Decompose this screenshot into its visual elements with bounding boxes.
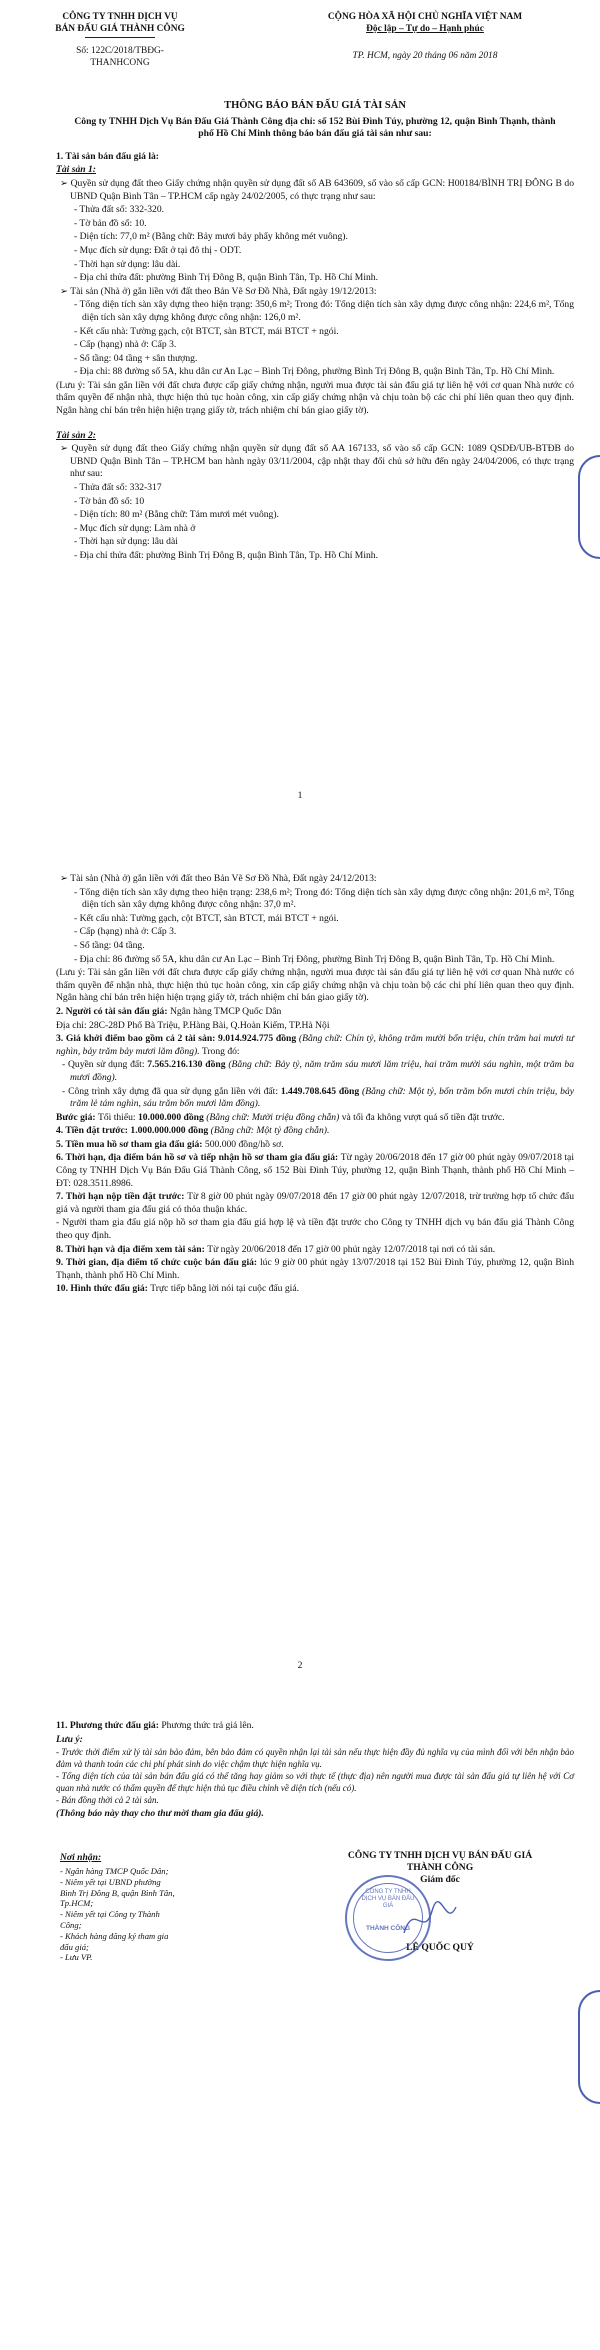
signer-company-line1: CÔNG TY TNHH DỊCH VỤ BÁN ĐẤU GIÁ xyxy=(347,1850,533,1861)
land-value: - Quyền sử dụng đất: 7.565.216.130 đồng (Bằng chữ: Bảy tỷ, năm trăm sáu mươi lăm triệu, hai trăm mười sáu nghìn, một trăm ba mươi đồng). xyxy=(62,1059,574,1083)
list-item: - Mục đích sử dụng: Làm nhà ở xyxy=(74,522,196,534)
note-item: - Tổng diện tích của tài sản bán đấu giá có thể tăng hay giảm so với thực tế (thực địa) nên người mua được tài sản đấu giá tự liên hệ với Cơ quan nhà nước có thẩm quyền để thực hiện thủ tục điều chỉnh về diện tích (nếu có). xyxy=(56,1771,574,1793)
notes-label: Lưu ý: xyxy=(56,1733,83,1745)
issuer-name-line2: BÁN ĐẤU GIÁ THÀNH CÔNG xyxy=(55,23,185,34)
asset-2-note: (Lưu ý: Tài sản gắn liền với đất chưa được cấp giấy chứng nhận, người mua được tài sản đấu giá tự liên hệ với cơ quan Nhà nước có thẩm quyền để nhận nhà, thực hiện thủ tục hoàn công, xin cấp giấy chứng nhận và chịu toàn bộ các chi phí liên quan theo quy định. Ngân hàng chỉ bán trên hiện hiện trạng giấy tờ, trách nhiệm chỉ bán giao giấy tờ). xyxy=(56,967,574,1004)
asset-1-house-list xyxy=(56,299,574,379)
asset-owner-address: Địa chỉ: 28C-28D Phố Bà Triệu, P.Hàng Bài, Q.Hoàn Kiếm, TP.Hà Nội xyxy=(56,1019,330,1031)
asset-1-house-intro: ➢ Tài sản (Nhà ở) gắn liền với đất theo Bản Vẽ Sơ Đồ Nhà, Đất ngày 19/12/2013: xyxy=(60,285,377,297)
section-1-heading: 1. Tài sản bán đấu giá là: xyxy=(56,150,159,162)
section-7-note: - Người tham gia đấu giá nộp hồ sơ tham gia đấu giá hợp lệ và tiền đặt trước cho Công ty TNHH dịch vụ bán đấu giá Thành Công theo quy định. xyxy=(56,1217,574,1242)
page-number: 2 xyxy=(297,1660,303,1671)
section-4-deposit: 4. Tiền đặt trước: 1.000.000.000 đồng (Bằng chữ: Một tỷ đồng chẵn). xyxy=(56,1125,330,1137)
issuer-block xyxy=(20,12,220,69)
list-item: - Tổng diện tích sàn xây dựng theo hiện trạng: 350,6 m²; Trong đó: Tổng diện tích sàn xây dựng được công nhận: 224,6 m², Tổng diện tích sàn xây dựng không được công nhận: 126,0 m². xyxy=(74,299,574,323)
list-item: - Diện tích: 80 m² (Bằng chữ: Tám mươi mét vuông). xyxy=(74,509,279,521)
document-number-line2: THANHCONG xyxy=(90,57,150,68)
list-item: - Thửa đất số: 332-317 xyxy=(74,482,162,494)
note-item: - Bán đồng thời cả 2 tài sản. xyxy=(56,1795,159,1806)
section-9-auction-time: 9. Thời gian, địa điểm tổ chức cuộc bán đấu giá: lúc 9 giờ 00 phút ngày 13/07/2018 tại 152 Bùi Đình Túy, phường 12, quận Bình Thạnh, thành phố Hồ Chí Minh. xyxy=(56,1257,574,1281)
section-11-method: 11. Phương thức đấu giá: Phương thức trả giá lên. xyxy=(56,1720,254,1731)
issuer-name-line1: CÔNG TY TNHH DỊCH VỤ xyxy=(62,12,178,22)
section-5-dossier-fee: 5. Tiền mua hồ sơ tham gia đấu giá: 500.000 đồng/hồ sơ. xyxy=(56,1138,284,1150)
list-item: - Diện tích: 77,0 m² (Bằng chữ: Bảy mươi bảy phẩy không mét vuông). xyxy=(74,231,348,243)
section-8-viewing: 8. Thời hạn và địa điểm xem tài sản: Từ ngày 20/06/2018 đến 17 giờ 00 phút ngày 12/07/2018 tại nơi có tài sản. xyxy=(56,1243,496,1255)
page-number: 1 xyxy=(297,790,303,801)
asset-owner: Ngân hàng TMCP Quốc Dân xyxy=(169,1005,282,1017)
bid-step: Bước giá: Tối thiểu: 10.000.000 đồng (Bằng chữ: Mười triệu đồng chẵn) và tối đa không vượt quá số tiền đặt trước. xyxy=(56,1111,505,1123)
list-item: - Tổng diện tích sàn xây dựng theo hiện trạng: 238,6 m²; Trong đó: Tổng diện tích sàn xây dựng được công nhận: 201,6 m², Tổng diện tích sàn xây dựng không được công nhận: 37,0 m². xyxy=(74,886,574,911)
page-3 xyxy=(0,1700,600,2350)
asset-2-label: Tài sản 2: xyxy=(56,429,96,441)
recipient-item: - Niêm yết tại Công ty Thành Công; xyxy=(60,1909,160,1930)
asset-2-land-intro: ➢ Quyền sử dụng đất theo Giấy chứng nhận quyền sử dụng đất số AA 167133, số vào sổ cấp GCN: 1089 QSDĐ/UB-BTĐB do UBND Quận Bình Tân – TP.HCM ban hành ngày 03/11/2004, cập nhật thay đổi chủ sở hữu đến ngày 24/04/2006, có thực trạng như sau: xyxy=(60,443,574,480)
document-header xyxy=(20,12,580,82)
house-value: - Công trình xây dựng đã qua sử dụng gắn liền với đất: 1.449.708.645 đồng (Bằng chữ: Một tỷ, bốn trăm bốn mươi chín triệu, bảy trăm lẻ tám nghìn, sáu trăm bốn mươi lăm đồng). xyxy=(62,1085,575,1110)
document-number-line1: Số: 122C/2018/TBĐG- xyxy=(76,46,164,56)
section-7-deposit-time: 7. Thời hạn nộp tiền đặt trước: Từ 8 giờ 00 phút ngày 09/07/2018 đến 17 giờ 00 phút ngày 12/07/2018, trừ trường hợp tổ chức đấu giá và người tham gia đấu giá có thỏa thuận khác. xyxy=(56,1191,574,1215)
recipients-block xyxy=(60,1852,175,1963)
recipient-item: - Ngân hàng TMCP Quốc Dân; xyxy=(60,1866,169,1876)
list-item: - Thời hạn sử dụng: lâu dài xyxy=(74,536,178,548)
asset-2-house-intro: ➢ Tài sản (Nhà ở) gắn liền với đất theo Bản Vẽ Sơ Đồ Nhà, Đất ngày 24/12/2013: xyxy=(60,873,377,884)
document-title: THÔNG BÁO BÁN ĐẤU GIÁ TÀI SẢN xyxy=(224,100,406,111)
list-item: - Số tầng: 04 tầng + sân thượng. xyxy=(74,352,198,364)
list-item: - Địa chỉ: 86 đường số 5A, khu dân cư An Lạc – Bình Trị Đông, phường Bình Trị Đông B, quận Bình Tân, Tp. Hồ Chí Minh. xyxy=(74,953,555,965)
issuer-rule xyxy=(85,37,155,38)
place-date: TP. HCM, ngày 20 tháng 06 năm 2018 xyxy=(352,51,498,61)
page-1 xyxy=(0,0,600,810)
page-1-body xyxy=(56,100,574,564)
list-item: - Cấp (hạng) nhà ở: Cấp 3. xyxy=(74,339,177,351)
asset-1-label: Tài sản 1: xyxy=(56,164,96,176)
list-item: - Số tầng: 04 tầng. xyxy=(74,939,145,951)
list-item: - Kết cấu nhà: Tường gạch, cột BTCT, sàn BTCT, mái BTCT + ngói. xyxy=(74,325,339,337)
recipients-label: Nơi nhận: xyxy=(60,1852,102,1863)
list-item: - Địa chỉ thửa đất: phường Bình Trị Đông B, quận Bình Tân, Tp. Hồ Chí Minh. xyxy=(74,550,378,561)
recipient-item: - Niêm yết tại UBND phường Bình Trị Đông B, quận Bình Tân, Tp.HCM; xyxy=(60,1876,175,1909)
list-item: - Thời hạn sử dụng: lâu dài. xyxy=(74,258,181,270)
list-item: - Địa chỉ: 88 đường số 5A, khu dân cư An Lạc – Bình Trị Đông, phường Bình Trị Đông B, quận Bình Tân, Tp. Hồ Chí Minh. xyxy=(74,366,555,378)
national-block xyxy=(270,12,580,63)
recipient-item: - Lưu VP. xyxy=(60,1952,93,1963)
section-2-heading: 2. Người có tài sản đấu giá: Ngân hàng TMCP Quốc Dân xyxy=(56,1005,282,1017)
section-6-dossier-time: 6. Thời hạn, địa điểm bán hồ sơ và tiếp nhận hồ sơ tham gia đấu giá: Từ ngày 20/06/2018 đến 17 giờ 00 phút ngày 09/07/2018 tại Công ty TNHH Dịch Vụ Bán Đấu Giá Thành Công, số 152 Bùi Đình Túy, phường 12, quận Bình Thạnh, thành phố Hồ Chí Minh – ĐT: 028.3511.8986. xyxy=(56,1152,574,1189)
page-2-body xyxy=(56,873,574,1297)
signer-company-line2: THÀNH CÔNG xyxy=(406,1862,474,1873)
asset-1-note: (Lưu ý: Tài sản gắn liền với đất chưa được cấp giấy chứng nhận, người mua được tài sản đấu giá tự liên hệ với cơ quan Nhà nước có thẩm quyền để nhận nhà, thực hiện thủ tục hoàn công, xin cấp giấy chứng nhận và chịu toàn bộ các chi phí liên quan theo quy định. Ngân hàng chỉ bán trên hiện hiện trạng giấy tờ, trách nhiệm chỉ bán giao giấy tờ). xyxy=(56,379,574,417)
seal-center-text: THÀNH CÔNG xyxy=(365,1925,411,1932)
page-seal-edge xyxy=(578,455,600,559)
list-item: - Tờ bản đồ số: 10. xyxy=(74,217,147,229)
asset-2-land-list xyxy=(56,482,574,563)
signer-name: LÊ QUỐC QUÝ xyxy=(406,1942,474,1953)
list-item: - Mục đích sử dụng: Đất ở tại đô thị - ODT. xyxy=(74,244,242,256)
asset-2-house-list xyxy=(56,887,574,967)
national-title: CỘNG HÒA XÃ HỘI CHỦ NGHĨA VIỆT NAM xyxy=(327,12,523,22)
asset-1-land-intro: ➢ Quyền sử dụng đất theo Giấy chứng nhận quyền sử dụng đất số AB 643609, số vào sổ cấp GCN: H00184/BÌNH TRỊ ĐÔNG B do UBND Quận Bình Tân – TP.HCM cấp ngày 24/02/2005, có thực trạng như sau: xyxy=(60,177,575,202)
page-3-body xyxy=(56,1720,574,1821)
signer-role: Giám đốc xyxy=(420,1874,460,1885)
list-item: - Cấp (hạng) nhà ở: Cấp 3. xyxy=(74,926,177,938)
list-item: - Kết cấu nhà: Tường gạch, cột BTCT, sàn BTCT, mái BTCT + ngói. xyxy=(74,912,339,924)
page-2 xyxy=(0,855,600,1685)
list-item: - Thửa đất số: 332-320. xyxy=(74,204,165,216)
seal-ring-text: CÔNG TY TNHH DỊCH VỤ BÁN ĐẤU GIÁ xyxy=(361,1889,415,1909)
page-seal-edge xyxy=(578,1990,600,2104)
national-motto: Độc lập – Tự do – Hạnh phúc xyxy=(366,23,484,34)
asset-1-land-list xyxy=(56,204,574,285)
signature-scribble xyxy=(400,1895,460,1945)
section-10-form: 10. Hình thức đấu giá: Trực tiếp bằng lời nói tại cuộc đấu giá. xyxy=(56,1283,299,1295)
note-item: - Trước thời điểm xử lý tài sản bảo đảm, bên bảo đảm có quyền nhận lại tài sản nếu thực hiện đầy đủ nghĩa vụ của mình đối với bên nhận bảo đảm và thanh toán các chi phí phát sinh do việc chậm thực hiện nghĩa vụ. xyxy=(56,1747,574,1769)
list-item: - Tờ bản đồ số: 10 xyxy=(74,495,145,507)
list-item: - Địa chỉ thửa đất: phường Bình Trị Đông B, quận Bình Tân, Tp. Hồ Chí Minh. xyxy=(74,272,378,284)
recipient-item: - Khách hàng đăng ký tham gia đấu giá; xyxy=(60,1930,169,1952)
closing-note: (Thông báo này thay cho thư mời tham gia đấu giá). xyxy=(56,1807,264,1819)
section-3-heading: 3. Giá khởi điểm bao gồm cả 2 tài sản: 9.014.924.775 đồng (Bằng chữ: Chín tỷ, không trăm mười bốn triệu, chín trăm hai mươi tư nghìn, bảy trăm bảy mươi lăm đồng). Trong đó: xyxy=(56,1033,574,1057)
document-intro: Công ty TNHH Dịch Vụ Bán Đấu Giá Thành Công địa chỉ: số 152 Bùi Đình Túy, phường 12, quận Bình Thạnh, thành phố Hồ Chí Minh thông báo bán đấu giá tài sản như sau: xyxy=(74,115,556,140)
